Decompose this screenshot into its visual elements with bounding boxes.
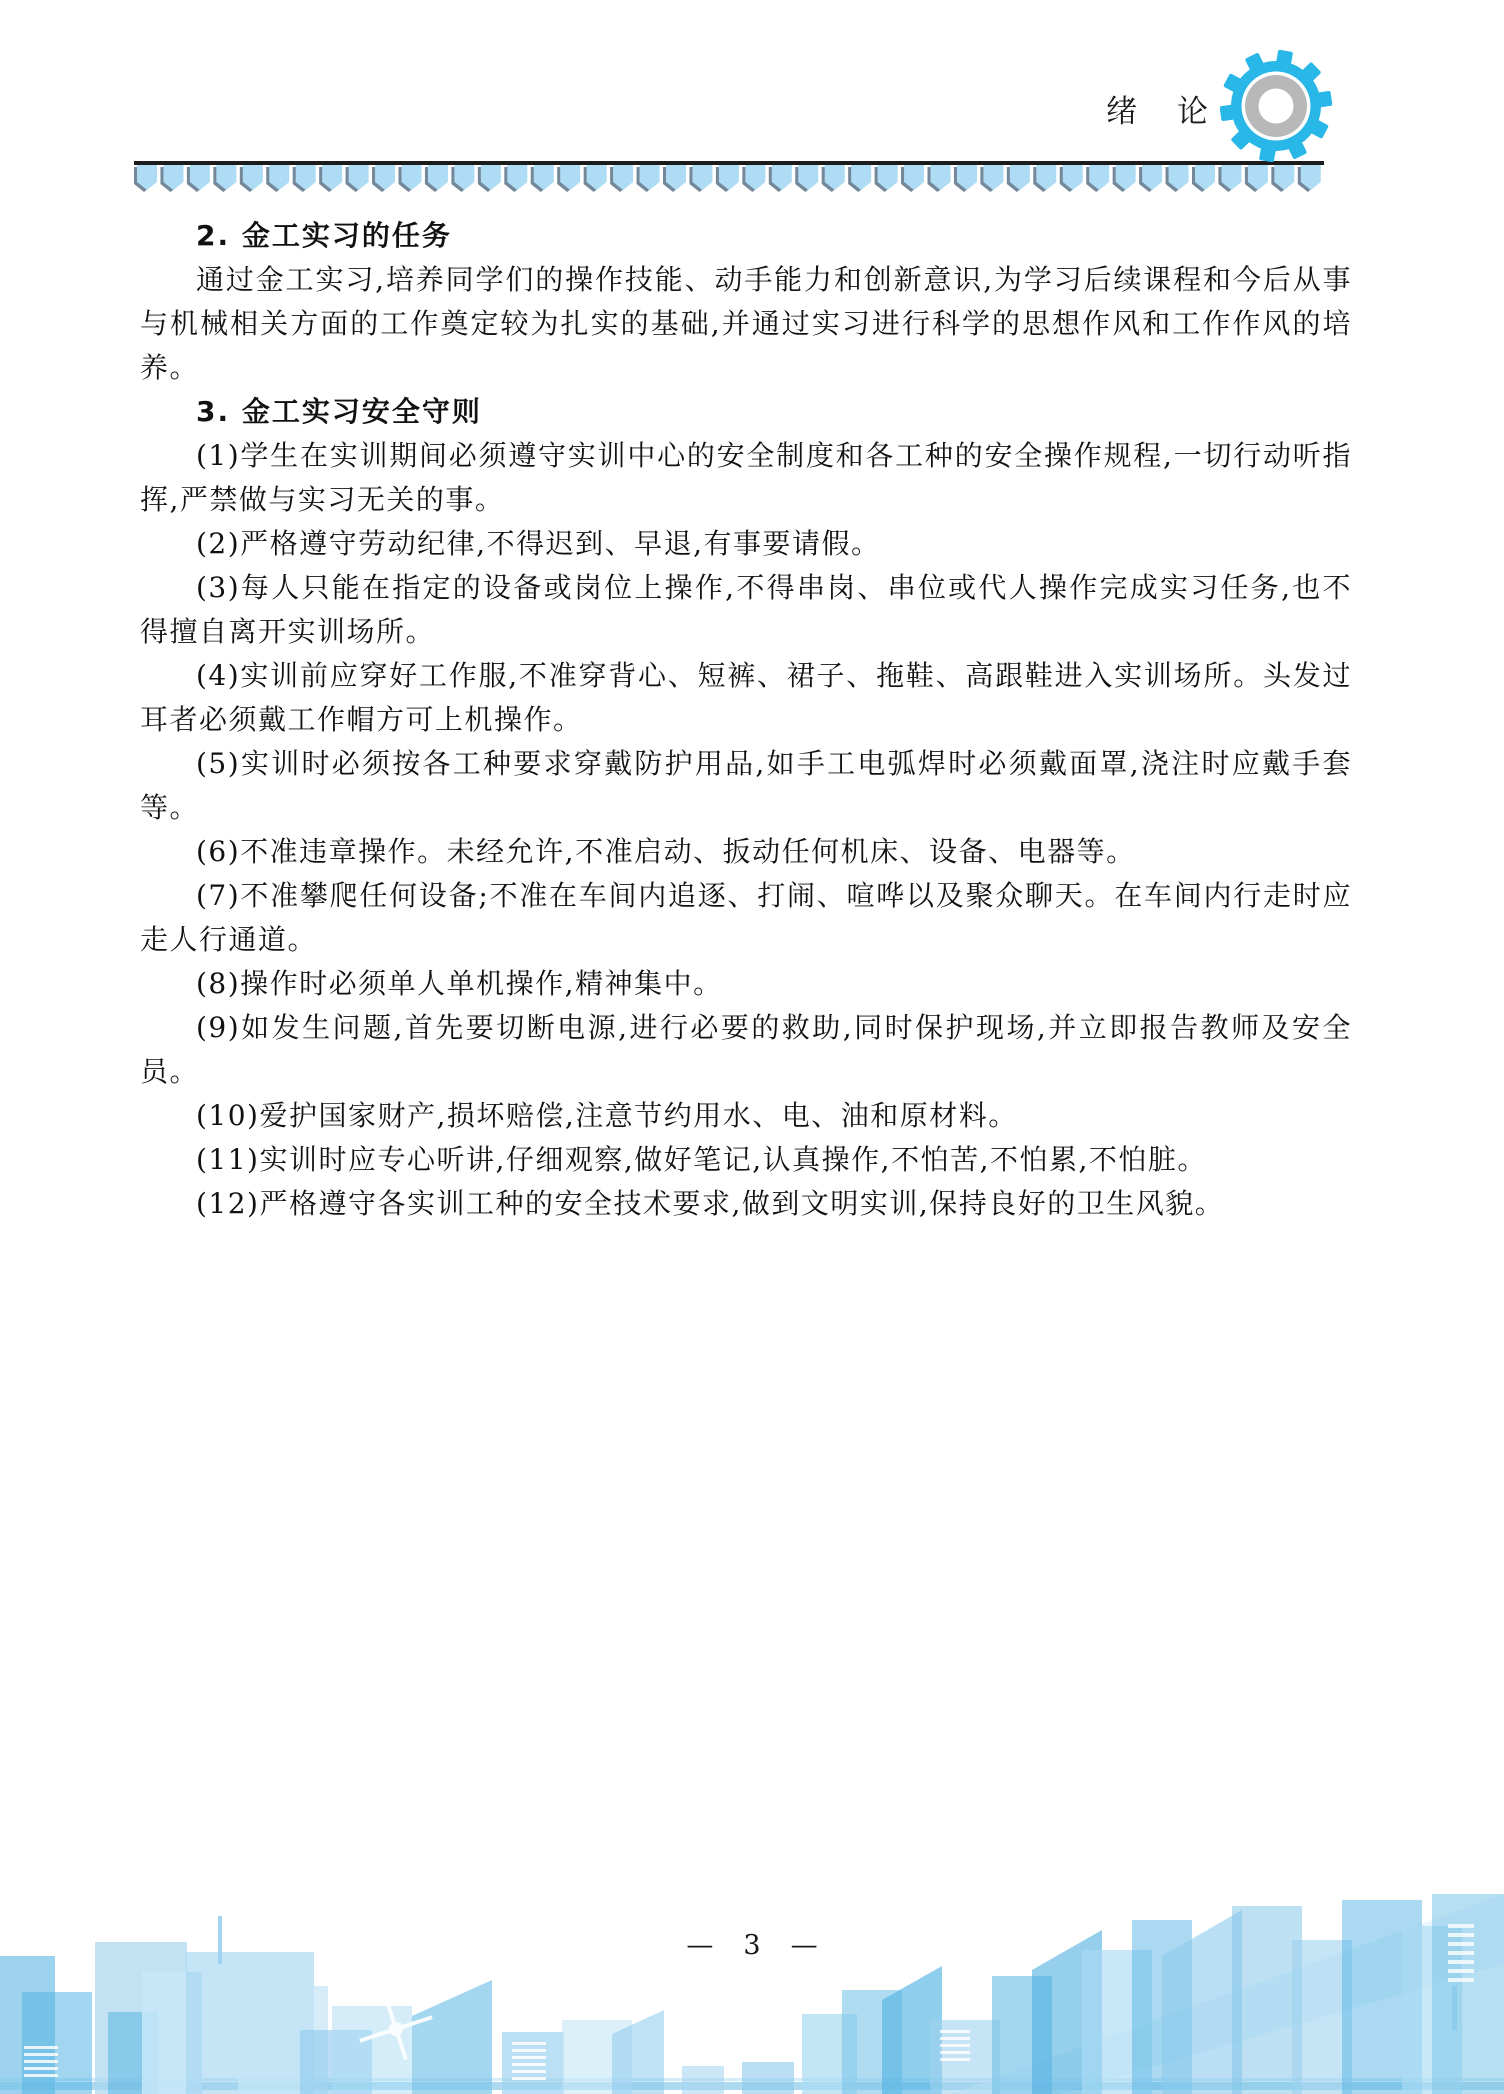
body-paragraph: (8)操作时必须单人单机操作,精神集中。 bbox=[196, 967, 723, 1000]
body-paragraph: (6)不准违章操作。未经允许,不准启动、扳动任何机床、设备、电器等。 bbox=[196, 835, 1136, 868]
section-heading: 2. 金工实习的任务 bbox=[196, 219, 452, 252]
body-text bbox=[140, 214, 1352, 1226]
body-paragraph: (11)实训时应专心听讲,仔细观察,做好笔记,认真操作,不怕苦,不怕累,不怕脏。 bbox=[196, 1143, 1207, 1176]
city-skyline-right bbox=[742, 1894, 1504, 2094]
page-number-value: 3 bbox=[743, 1930, 761, 1961]
body-paragraph: (10)爱护国家财产,损坏赔偿,注意节约用水、电、油和原材料。 bbox=[196, 1099, 1018, 1132]
gear-icon bbox=[1220, 48, 1332, 162]
body-paragraph: 通过金工实习,培养同学们的操作技能、动手能力和创新意识,为学习后续课程和今后从事与机械相关方面的工作奠定较为扎实的基础,并通过实习进行科学的思想作风和工作作风的培养。 bbox=[140, 263, 1352, 384]
body-paragraph: (4)实训前应穿好工作服,不准穿背心、短裤、裙子、拖鞋、高跟鞋进入实训场所。头发过耳者必须戴工作帽方可上机操作。 bbox=[140, 659, 1352, 736]
body-paragraph: (1)学生在实训期间必须遵守实训中心的安全制度和各工种的安全操作规程,一切行动听指挥,严禁做与实习无关的事。 bbox=[140, 439, 1352, 516]
page-number-dash-right: — bbox=[790, 1930, 818, 1961]
body-paragraph: (5)实训时必须按各工种要求穿戴防护用品,如手工电弧焊时必须戴面罩,浇注时应戴手套等。 bbox=[140, 747, 1352, 824]
pennant-border bbox=[134, 165, 1326, 195]
city-skyline-decoration bbox=[0, 1894, 1504, 2094]
chapter-title: 绪 论 bbox=[1106, 94, 1212, 130]
body-paragraph: (3)每人只能在指定的设备或岗位上操作,不得串岗、串位或代人操作完成实习任务,也不得擅自离开实训场所。 bbox=[140, 571, 1352, 648]
page-number bbox=[0, 1930, 1504, 1961]
section-heading: 3. 金工实习安全守则 bbox=[196, 395, 482, 428]
body-paragraph: (7)不准攀爬任何设备;不准在车间内追逐、打闹、喧哗以及聚众聊天。在车间内行走时应走人行通道。 bbox=[140, 879, 1352, 956]
body-paragraph: (9)如发生问题,首先要切断电源,进行必要的救助,同时保护现场,并立即报告教师及安全员。 bbox=[140, 1011, 1352, 1088]
header-divider-line bbox=[134, 161, 1324, 165]
body-paragraph: (2)严格遵守劳动纪律,不得迟到、早退,有事要请假。 bbox=[196, 527, 881, 560]
page-number-dash-left: — bbox=[686, 1930, 714, 1961]
body-paragraph: (12)严格遵守各实训工种的安全技术要求,做到文明实训,保持良好的卫生风貌。 bbox=[196, 1187, 1225, 1220]
